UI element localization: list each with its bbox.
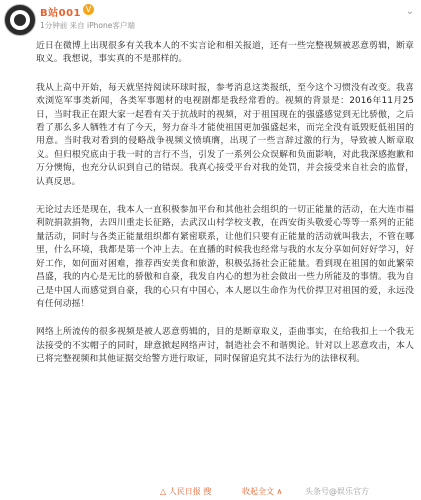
chevron-down-icon[interactable]: ⌄ (405, 6, 415, 17)
source-link[interactable]: △ 人民日报 搜 (160, 487, 212, 496)
verified-badge-icon: V (83, 4, 94, 15)
collapse-text-button[interactable]: 收起全文 ∧ (242, 487, 283, 496)
post-paragraph: 我从上高中开始，每天就坚持阅读环球时报，参考消息这类报纸，至今这个习惯没有改变。我喜欢浏览军事类新闻，各类军事题材的电视剧都是我经常看的。视频的背景是：2016年11月25日，当时我正在跟大家一起看有关于抗战时的视频，对于祖国现在的强盛感觉到无比骄傲，之后看了那么多人牺牲才有了今天，努力奋斗才能使祖国更加强盛起来，而完全没有诋毁贬低祖国的用意。当时我对看到的侵略战争视频义愤填膺，出现了一些言辞过激的行为，导致被人断章取义。但归根究底由于我一时的言行不当，引发了一系列公众误解和负面影响，对此我深感抱歉和万分懊悔，也充分认识到自己的错误。我真心接受平台对我的处罚，并会接受来自社会的监督，认真反思。 (36, 82, 414, 187)
post-paragraph: 近日在微博上出现很多有关我本人的不实言论和相关报道，还有一些完整视频被恶意剪辑，断章取义。我想说，事实真的不是那样的。 (36, 41, 414, 65)
post-paragraph: 无论过去还是现在，我本人一直积极参加平台和其他社会组织的一切正能量的活动，在大连市福利院捐款捐物，去四川重走长征路，去武汉山村学校支教，在西安街头敬爱心等等一系列的正能量活动，同时与各类正能量组织都有紧密联系，让他们只要有正能量的活动就叫我去，不管在哪里，什么环境，我都是第一个冲上去。在直播的时候我也经常与我的水友分享如何好好学习，好好工作，如何面对困难，推荐西安美食和旅游，积极弘扬社会正能量。看到现在祖国的如此繁荣昌盛，我的内心是无比的骄傲和自豪，我发自内心的想为社会做出一些力所能及的事情。我为自己是中国人而感觉到自豪，我的心只有中国心，本人愿以生命作为代价捍卫对祖国的爱，永远没有任何动摇！ (36, 205, 414, 309)
post-paragraph: 网络上所流传的很多视频是被人恶意剪辑的，目的是断章取义，歪曲事实，在给我扣上一个我无法接受的不实帽子的同时，肆意掀起网络声讨，制造社会不和谐舆论。针对以上恶意攻击，本人已将完整视频和其他证据交给警方进行取证，同时保留追究其不法行为的法律权利。 (36, 327, 414, 365)
avatar-core (14, 14, 26, 26)
watermark: 头条号@娱乐官方 (305, 487, 369, 496)
post-content (36, 40, 414, 382)
author-name[interactable]: B站001 (40, 8, 81, 19)
post-header (0, 0, 421, 36)
avatar[interactable] (4, 4, 36, 36)
post-meta: 1分钟前 来自 iPhone客户端 (40, 21, 135, 30)
